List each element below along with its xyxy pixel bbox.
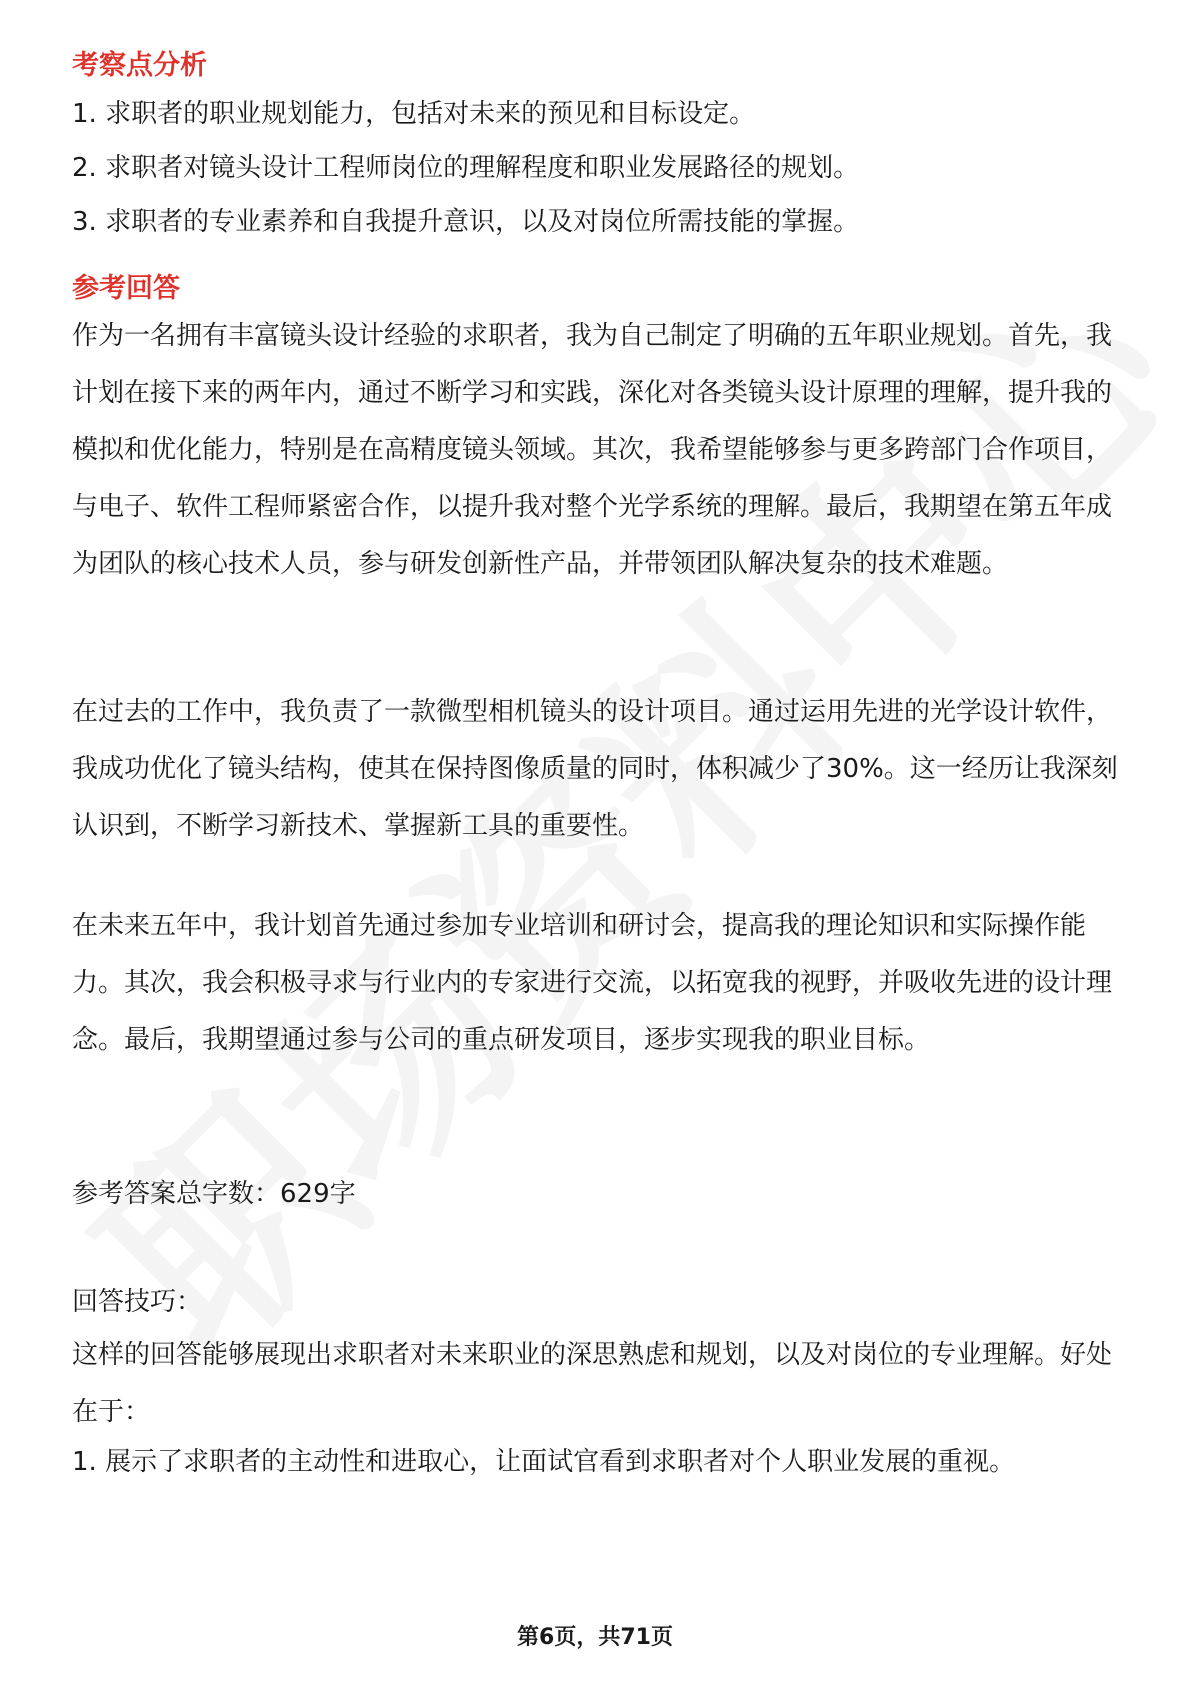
answer-paragraph-2: 在过去的工作中，我负责了一款微型相机镜头的设计项目。通过运用先进的光学设计软件，我成功优化了镜头结构，使其在保持图像质量的同时，体积减少了30%。这一经历让我深刻认识到，不断学习新技术、掌握新工具的重要性。 [72, 697, 1118, 841]
answer-paragraph-3: 在未来五年中，我计划首先通过参加专业培训和研讨会，提高我的理论知识和实际操作能力。其次，我会积极寻求与行业内的专家进行交流，以拓宽我的视野，并吸收先进的设计理念。最后，我期望通过参与公司的重点研发项目，逐步实现我的职业目标。 [72, 911, 1113, 1055]
tips-intro: 这样的回答能够展现出求职者对未来职业的深思熟虑和规划，以及对岗位的专业理解。好处在于： [72, 1340, 1113, 1427]
analysis-item-3: 3. 求职者的专业素养和自我提升意识，以及对岗位所需技能的掌握。 [72, 207, 860, 237]
tips-item-1: 1. 展示了求职者的主动性和进取心，让面试官看到求职者对个人职业发展的重视。 [72, 1447, 1016, 1477]
answer-heading: 参考回答 [72, 273, 180, 304]
analysis-heading: 考察点分析 [72, 50, 207, 81]
word-count: 参考答案总字数：629字 [72, 1179, 356, 1209]
page-footer: 第6页，共71页 [517, 1625, 673, 1650]
tips-heading: 回答技巧： [72, 1287, 203, 1317]
analysis-item-2: 2. 求职者对镜头设计工程师岗位的理解程度和职业发展路径的规划。 [72, 153, 860, 183]
analysis-item-1: 1. 求职者的职业规划能力，包括对未来的预见和目标设定。 [72, 99, 756, 129]
answer-paragraph-1: 作为一名拥有丰富镜头设计经验的求职者，我为自己制定了明确的五年职业规划。首先，我计划在接下来的两年内，通过不断学习和实践，深化对各类镜头设计原理的理解，提升我的模拟和优化能力，特别是在高精度镜头领域。其次，我希望能够参与更多跨部门合作项目，与电子、软件工程师紧密合作，以提升我对整个光学系统的理解。最后，我期望在第五年成为团队的核心技术人员，参与研发创新性产品，并带领团队解决复杂的技术难题。 [72, 321, 1113, 579]
